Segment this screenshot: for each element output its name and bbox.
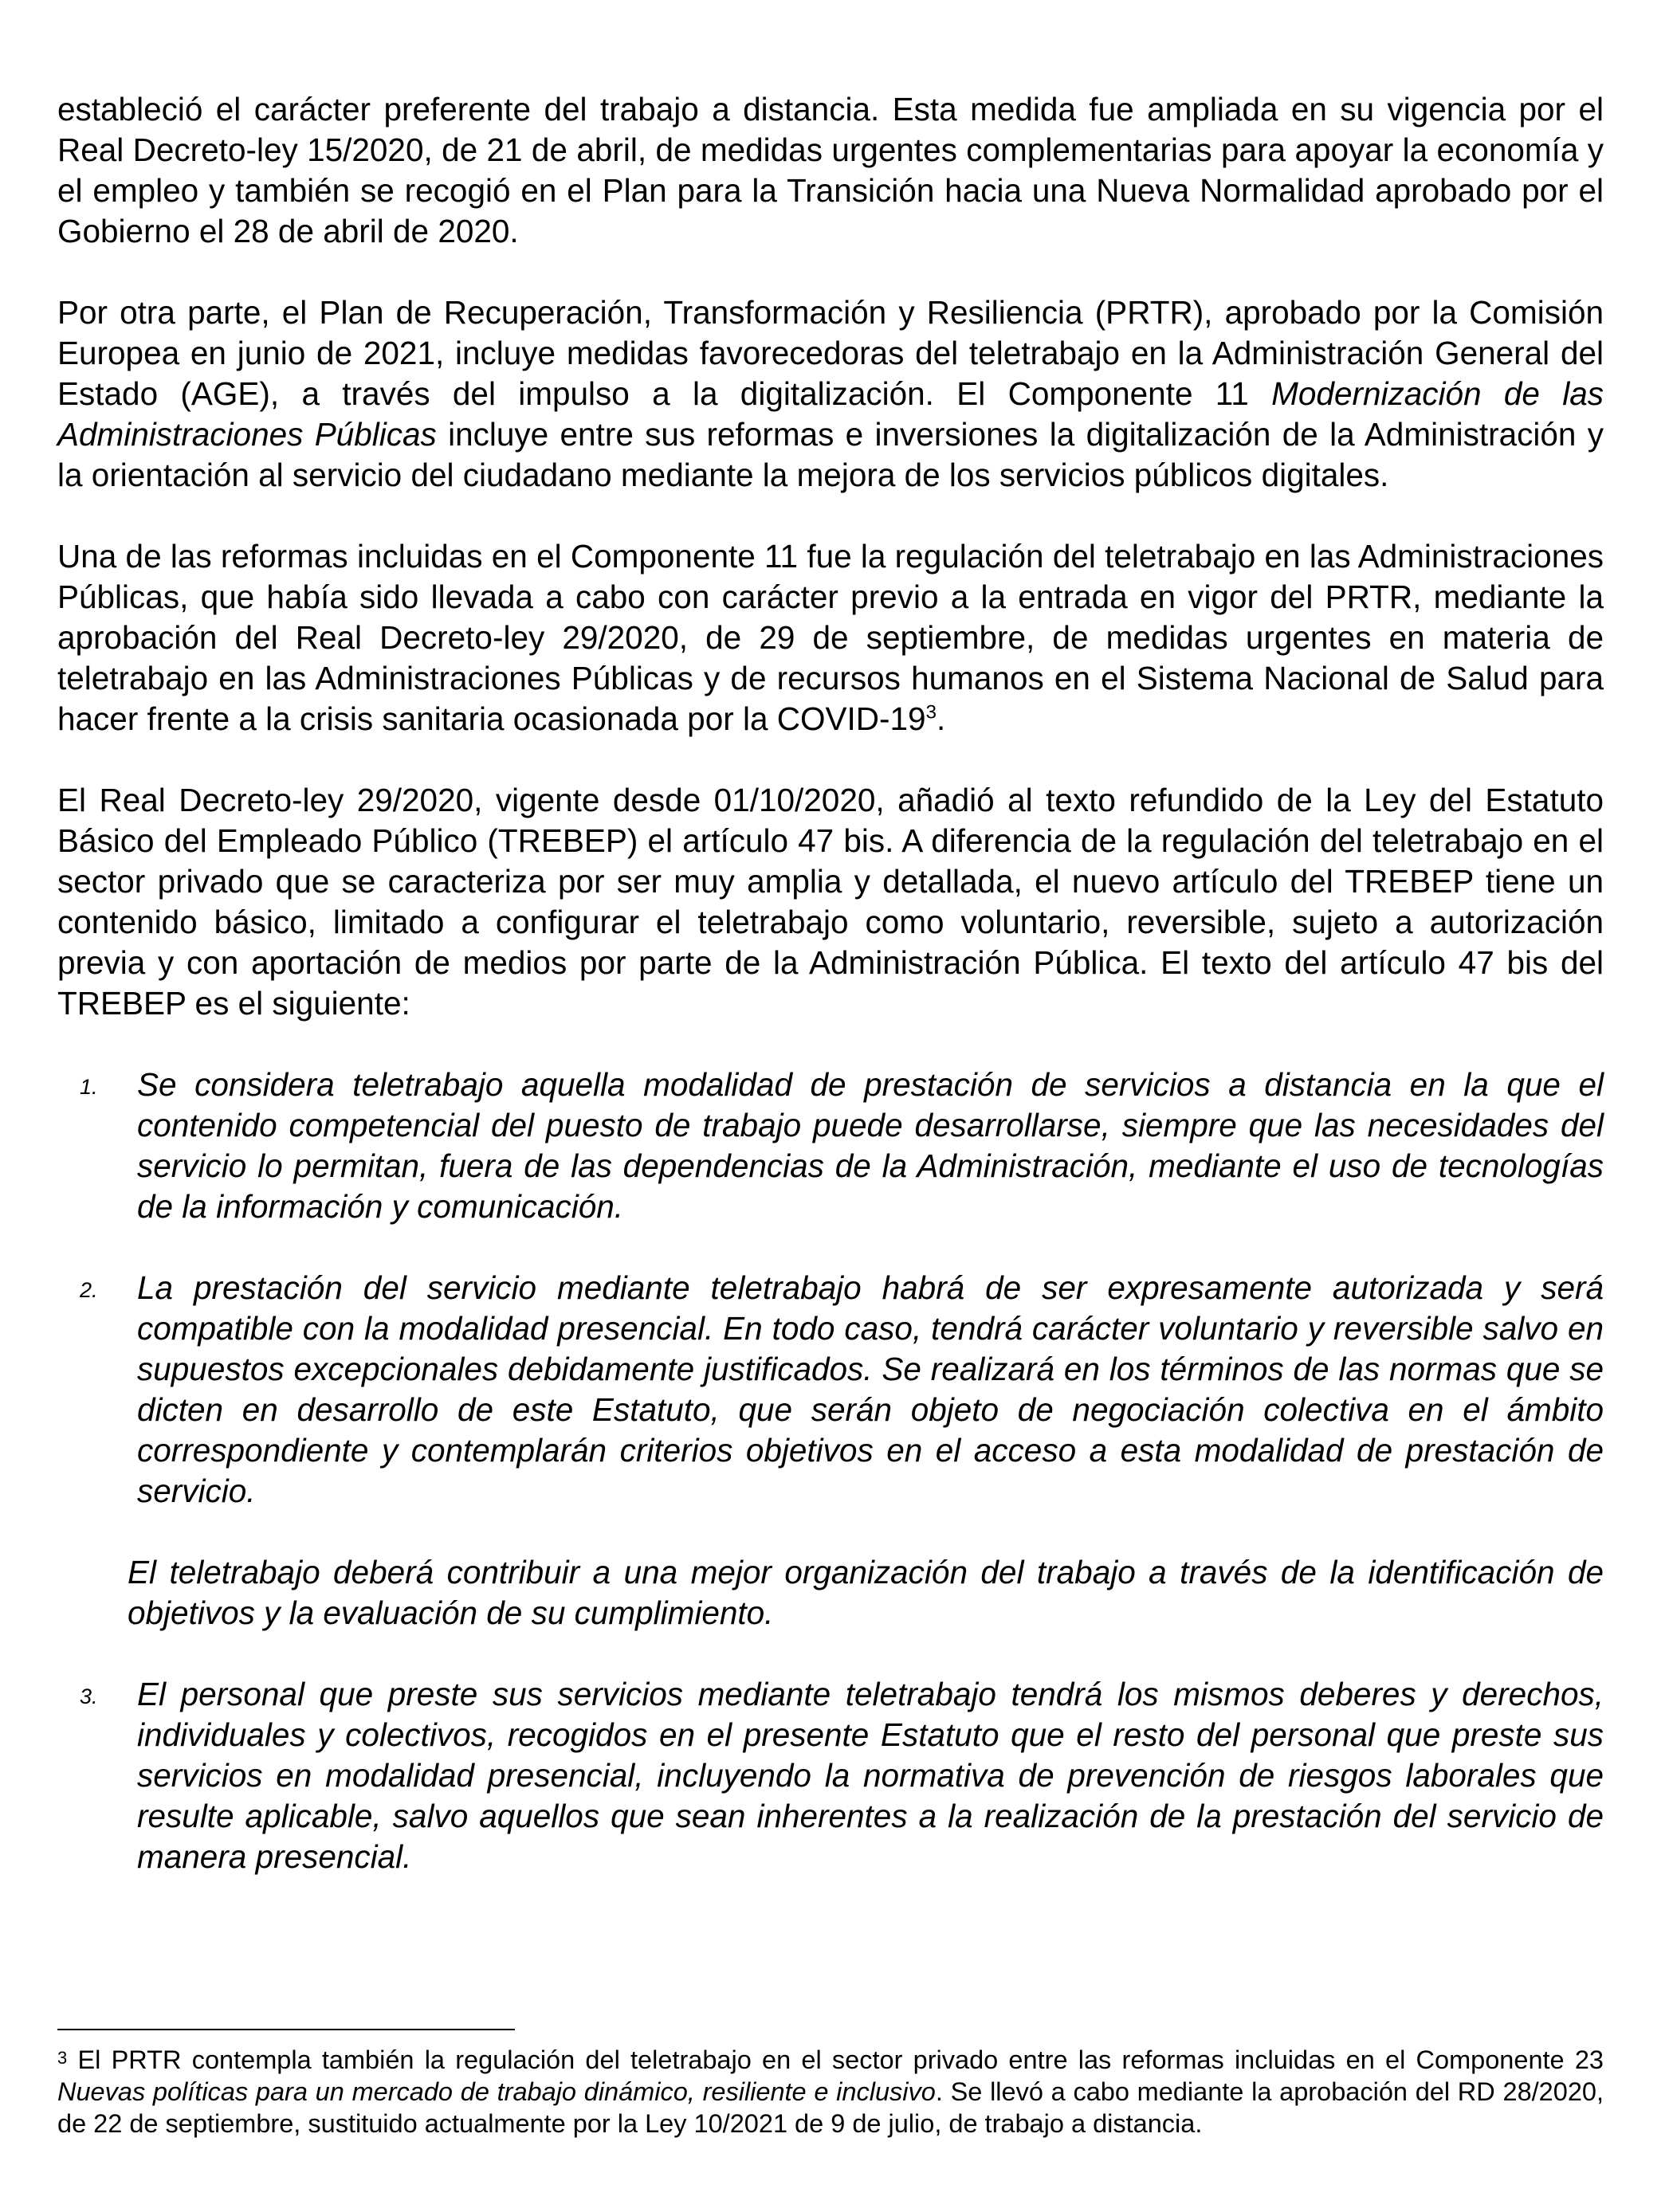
article-item-number: 3. (80, 1684, 98, 1708)
paragraph-prtr-text-end: incluye entre sus reformas e inversiones la digitalización de la Administración y la orientación al servicio del ciudadano mediante la mejora de los servicios públicos digitales. (57, 416, 1604, 493)
article-item-text: El personal que preste sus servicios mediante teletrabajo tendrá los mismos deberes y derechos, individuales y colectivos, recogidos en el presente Estatuto que el resto del personal que preste sus servicios en modalidad presencial, incluyendo la normativa de prevención de riesgos laborales que resulte aplicable, salvo aquellos que sean inherentes a la realización de la prestación del servicio de manera presencial. (137, 1676, 1604, 1875)
paragraph-component-11-end: . (937, 700, 946, 737)
component-11-title: Modernización de las Administraciones Públicas (57, 375, 1604, 453)
component-23-title: Nuevas políticas para un mercado de trabajo dinámico, resiliente e inclusivo (57, 2077, 936, 2106)
article-item-text: La prestación del servicio mediante teletrabajo habrá de ser expresamente autorizada y será compatible con la modalidad presencial. En todo caso, tendrá carácter voluntario y reversible salvo en supuestos excepcionales debidamente justificados. Se realizará en los términos de las normas que se dicten en desarrollo de este Estatuto, que serán objeto de negociación colectiva en el ámbito correspondiente y contemplarán criterios objetivos en el acceso a esta modalidad de prestación de servicio. (137, 1269, 1604, 1509)
article-item-3 (57, 1674, 1604, 1877)
article-item-number: 1. (80, 1075, 98, 1099)
footnote-3 (57, 2044, 1604, 2139)
footnote-mark: 3 (57, 2048, 68, 2068)
paragraph-component-11-text: Una de las reformas incluidas en el Componente 11 fue la regulación del teletrabajo en las Administraciones Públicas, que había sido llevada a cabo con carácter previo a la entrada en vigor del PRTR, mediante la aprobación del Real Decreto-ley 29/2020, de 29 de septiembre, de medidas urgentes en materia de teletrabajo en las Administraciones Públicas y de recursos humanos en el Sistema Nacional de Salud para hacer frente a la crisis sanitaria ocasionada por la COVID-19 (57, 538, 1604, 737)
footnote-text-end: . Se llevó a cabo mediante la aprobación del RD 28/2020, de 22 de septiembre, sustituido actualmente por la Ley 10/2021 de 9 de julio, de trabajo a distancia. (57, 2077, 1604, 2138)
paragraph-rdl-29-2020: El Real Decreto-ley 29/2020, vigente desde 01/10/2020, añadió al texto refundido de la Ley del Estatuto Básico del Empleado Público (TREBEP) el artículo 47 bis. A diferencia de la regulación del teletrabajo en el sector privado que se caracteriza por ser muy amplia y detallada, el nuevo artículo del TREBEP tiene un contenido básico, limitado a configurar el teletrabajo como voluntario, reversible, sujeto a autorización previa y con aportación de medios por parte de la Administración Pública. El texto del artículo 47 bis del TREBEP es el siguiente: (57, 782, 1604, 1022)
document-page (57, 89, 1604, 1918)
footnote-reference[interactable]: 3 (925, 701, 937, 724)
article-indented-paragraph: El teletrabajo deberá contribuir a una mejor organización del trabajo a través de la identificación de objetivos y la evaluación de su cumplimiento. (128, 1554, 1604, 1631)
paragraph-prtr-text: Por otra parte, el Plan de Recuperación, Transformación y Resiliencia (PRTR), aprobado por la Comisión Europea en junio de 2021, incluye medidas favorecedoras del teletrabajo en la Administración General del Estado (AGE), a través del impulso a la digitalización. El Componente 11 (57, 294, 1604, 412)
article-item-2 (57, 1268, 1604, 1512)
paragraph-intro: estableció el carácter preferente del trabajo a distancia. Esta medida fue ampliada en su vigencia por el Real Decreto-ley 15/2020, de 21 de abril, de medidas urgentes complementarias para apoyar la economía y el empleo y también se recogió en el Plan para la Transición hacia una Nueva Normalidad aprobado por el Gobierno el 28 de abril de 2020. (57, 91, 1604, 249)
article-item-text: Se considera teletrabajo aquella modalidad de prestación de servicios a distancia en la que el contenido competencial del puesto de trabajo puede desarrollarse, siempre que las necesidades del servicio lo permitan, fuera de las dependencias de la Administración, mediante el uso de tecnologías de la información y comunicación. (137, 1066, 1604, 1225)
article-item-number: 2. (80, 1278, 98, 1302)
footnote-text: El PRTR contempla también la regulación del teletrabajo en el sector privado entre las reformas incluidas en el Componente 23 (67, 2045, 1604, 2074)
paragraph-prtr (57, 292, 1604, 496)
article-item-1 (57, 1065, 1604, 1227)
paragraph-component-11 (57, 536, 1604, 739)
footnote-separator (57, 2029, 515, 2030)
